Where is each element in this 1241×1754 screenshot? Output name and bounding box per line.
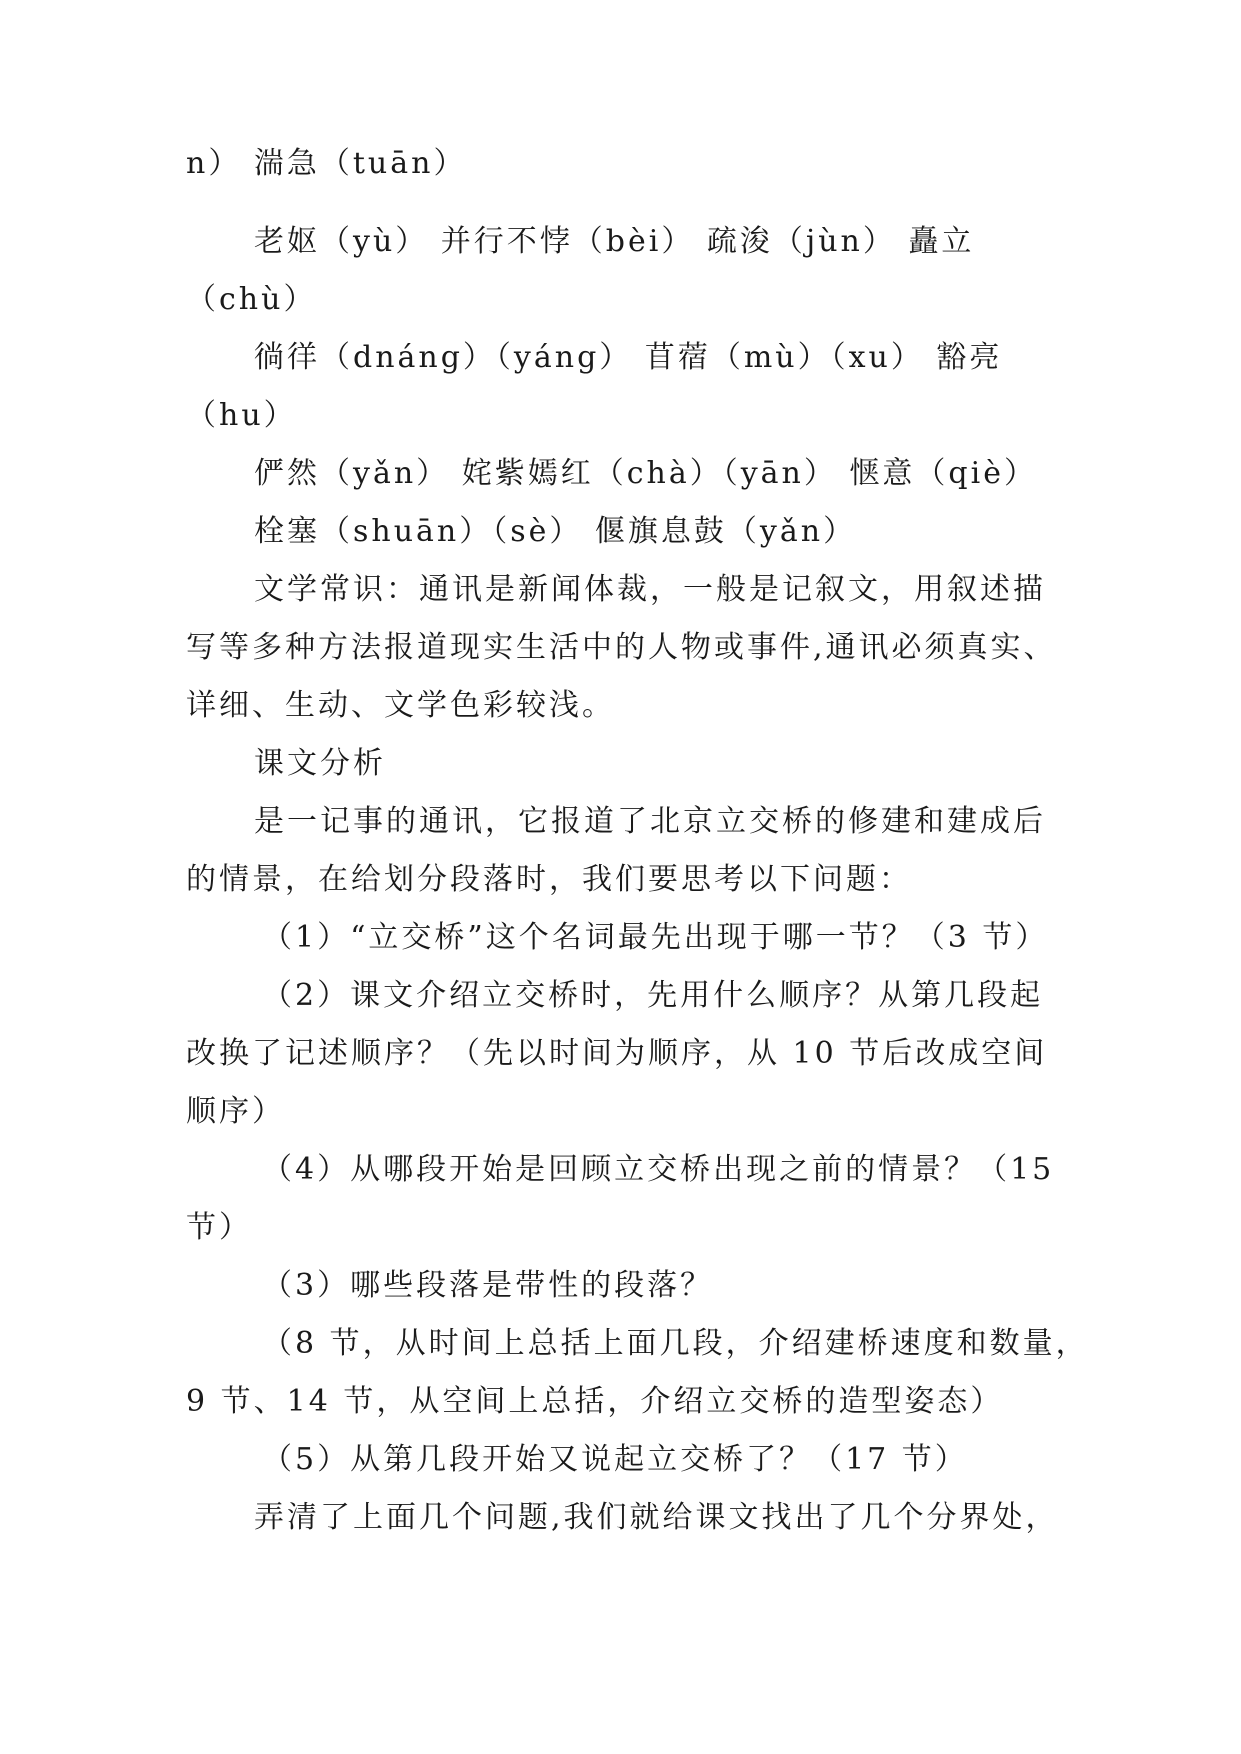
text-line: （1）“立交桥”这个名词最先出现于哪一节？（3 节） xyxy=(262,920,1049,955)
text-line: 顺序） xyxy=(186,1094,285,1129)
text-line: 节） xyxy=(186,1210,252,1245)
text-line: 的情景，在给划分段落时，我们要思考以下问题： xyxy=(186,862,912,897)
text-line: 写等多种方法报道现实生活中的人物或事件,通讯必须真实、 xyxy=(186,630,1057,665)
text-line: 栓塞（shuān）（sè） 偃旗息鼓（yǎn） xyxy=(254,514,857,549)
text-line: （8 节，从时间上总括上面几段，介绍建桥速度和数量， xyxy=(262,1326,1089,1361)
text-line: 俨然（yǎn） 姹紫嫣红（chà）（yān） 惬意（qiè） xyxy=(254,456,1037,491)
text-line: 文学常识：通讯是新闻体裁，一般是记叙文，用叙述描 xyxy=(254,572,1046,607)
text-line: （2）课文介绍立交桥时，先用什么顺序？从第几段起 xyxy=(262,978,1044,1013)
text-line: （chù） xyxy=(186,282,317,317)
text-line: （5）从第几段开始又说起立交桥了？（17 节） xyxy=(262,1442,968,1477)
text-line: （hu） xyxy=(186,398,297,433)
text-line: （3）哪些段落是带性的段落？ xyxy=(262,1268,714,1303)
text-line: （4）从哪段开始是回顾立交桥出现之前的情景？（15 xyxy=(262,1152,1055,1187)
text-line: n） 湍急（tuān） xyxy=(186,146,467,181)
text-line: 是一记事的通讯，它报道了北京立交桥的修建和建成后 xyxy=(254,804,1046,839)
text-line: 9 节、14 节，从空间上总括，介绍立交桥的造型姿态） xyxy=(186,1384,1004,1419)
text-line: 改换了记述顺序？（先以时间为顺序，从 10 节后改成空间 xyxy=(186,1036,1048,1071)
text-line: 老妪（yù） 并行不悖（bèi） 疏浚（jùn） 矗立 xyxy=(254,224,975,259)
text-line: 详细、生动、文学色彩较浅。 xyxy=(186,688,615,723)
text-line: 徜徉（dnáng）（yáng） 苜蓿（mù）（xu） 豁亮 xyxy=(254,340,1003,375)
text-line: 弄清了上面几个问题,我们就给课文找出了几个分界处， xyxy=(254,1500,1059,1535)
section-heading: 课文分析 xyxy=(254,746,386,781)
